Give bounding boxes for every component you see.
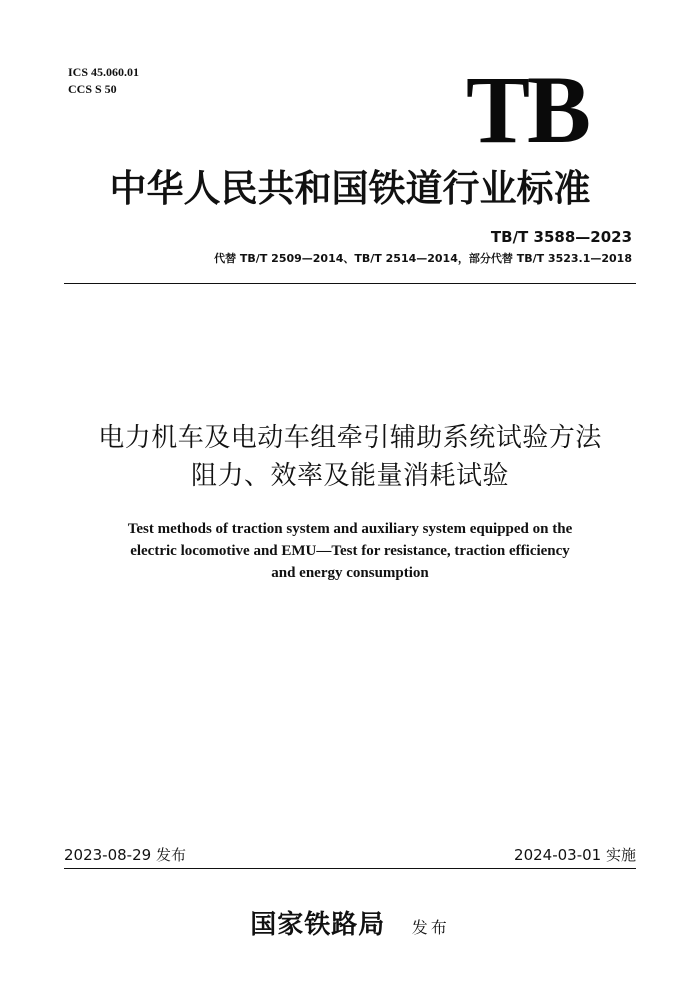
classification-codes <box>68 64 139 98</box>
publish-action: 发布 <box>411 918 450 937</box>
ccs-code: CCS S 50 <box>68 82 117 96</box>
issue-date: 2023-08-29 发布 <box>64 846 186 864</box>
title-english <box>60 518 640 584</box>
effective-date: 2024-03-01 实施 <box>514 846 636 864</box>
publisher-name: 国家铁路局 <box>250 910 386 940</box>
title-chinese <box>40 419 660 495</box>
title-chinese-line-2: 阻力、效率及能量消耗试验 <box>190 461 509 491</box>
replaces-note: 代替 TB/T 2509—2014、TB/T 2514—2014，部分代替 TB/T 3523.1—2018 <box>214 252 632 265</box>
ics-code: ICS 45.060.01 <box>68 65 140 79</box>
tb-logo: TB <box>465 56 588 163</box>
title-english-line-1: Test methods of traction system and auxiliary system equipped on the <box>127 521 573 537</box>
title-chinese-line-1: 电力机车及电动车组牵引辅助系统试验方法 <box>98 423 602 453</box>
organization-title: 中华人民共和国铁道行业标准 <box>109 166 591 210</box>
title-english-line-2: electric locomotive and EMU—Test for resistance, traction efficiency <box>130 543 570 559</box>
header-divider <box>64 283 636 284</box>
footer-divider <box>64 868 636 869</box>
standard-number: TB/T 3588—2023 <box>490 228 632 246</box>
publisher-line <box>0 904 700 941</box>
title-english-line-3: and energy consumption <box>271 565 429 581</box>
